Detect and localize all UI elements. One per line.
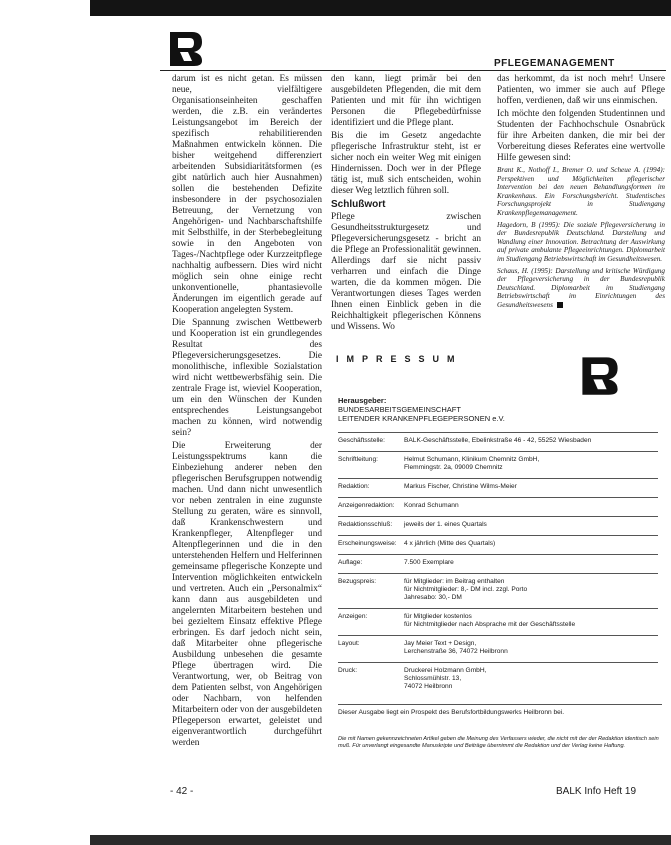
impressum-publisher — [338, 396, 505, 423]
issue-label: BALK Info Heft 19 — [556, 786, 637, 797]
references — [497, 166, 665, 310]
column-1 — [172, 74, 322, 751]
paragraph: den kann, liegt primär bei den ausgebildeten Pflegenden, die mit dem Patienten und mit für ihn wichtigen Personen die Pflegebedürfnisse identifiziert und die Pflege plant. — [331, 74, 481, 128]
impressum-row: Geschäftsstelle: BALK-Geschäftsstelle, Ebelinkstraße 46 - 42, 55252 Wiesbaden — [338, 432, 658, 451]
paragraph: darum ist es nicht getan. Es müssen neue, vielfältigere Organisationseinheiten geschaffen werden, die z.B. ein verändertes Leistungsangebot im Bereich der spezifisch rehabilitierenden Maßnahmen entwickeln können. Die bisher weitgehend differenziert arbeitenden Subsidiaritätsformen (es gibt natürlich auch hier Ausnahmen) sollen die bestehenden Defizite insbesondere in der psychosozialen Betreuung, der Vernetzung von Angehörigen- und Nachbarschaftshilfe mit Selbsthilfe, in der Sterbebegleitung sowie in den Angeboten von Tages-/Nachtpflege oder Kurzzeitpflege nachhaltig aufbessern. Dies wird nicht möglich sein ohne einige recht unkonventionelle, phantasievolle Änderungen im eigentlich gerade auf Kooperation angelegten System. — [172, 74, 322, 315]
scan-top-edge — [90, 0, 671, 16]
publisher-label: Herausgeber: — [338, 396, 387, 405]
paragraph: das herkommt, da ist noch mehr! Unsere Patienten, wo immer sie auch auf Pflege hoffen, verdienen, daß wir uns einmischen. — [497, 74, 665, 106]
column-3 — [497, 74, 665, 313]
publisher-name: BUNDESARBEITSGEMEINSCHAFT — [338, 405, 461, 414]
impressum-row: Schriftleitung: Helmut Schumann, Klinikum Chemnitz GmbH, Flemmingstr. 2a, 09009 Chemnitz — [338, 451, 658, 478]
reference-item: Hagedorn, B (1995): Die soziale Pflegeversicherung in der Bundesrepublik Deutschland. Darstellung und Wandlung einer Innovation. Betrachtung der Auswirkung auf private ambulante Pflegeeinrichtungen. Diplomarbeit im Studiengang Betriebswirtschaft im Gesundheitswesen. — [497, 220, 665, 263]
paragraph: Bis die im Gesetz angedachte pflegerische Infrastruktur steht, ist er sicher noch ein weiter Weg mit einigen Hindernissen. Doch wer in der Pflege tätig ist, muß sich entscheiden, wohin dieser Weg letztlich führen soll. — [331, 131, 481, 196]
end-mark-icon — [557, 302, 563, 308]
reference-item: Schaus, H. (1995): Darstellung und kritische Würdigung der Pflegeversicherung in der Bundesrepublik Deutschland. Diplomarbeit im Studiengang Betriebswirtschaft im Einrichtungen des Gesundheitswesens — [497, 266, 665, 309]
paragraph: Ich möchte den folgenden Studentinnen und Studenten der Fachhochschule Osnabrück für ihre Arbeiten danken, die mir bei der Vorbereitung dieses Referates eine wertvolle Hilfe gewesen sind: — [497, 109, 665, 163]
impressum-row: Redaktion: Markus Fischer, Christine Wilms-Meier — [338, 478, 658, 497]
impressum-table — [338, 432, 658, 697]
publisher-name: LEITENDER KRANKENPFLEGEPERSONEN e.V. — [338, 414, 505, 423]
section-header: PFLEGEMANAGEMENT — [494, 58, 615, 69]
paragraph: Die Erweiterung der Leistungsspektrums kann die Einbeziehung anderer neben den pflegerischen Berufsgruppen notwendig machen. Und dann nicht unwesentlich vor neben zentralen in eine zugunste Stellung zu geraten, wäre es sinnvoll, daß Krankenschwestern und Krankenpfleger, Altenpfleger und Altenpflegerinnen und die in den unterstehenden Helfern und Helferinnen gemeinsame pflegerische Konzepte und Intervention möglichkeiten entwickeln und vertreten. Auch ein „Personalmix“ kann dann aus ausgebildeten und angelernten Mitarbeitern bestehen und bei gezieltem Einsatz effektive Pflege erbringen. Es darf jedoch nicht sein, daß Mitarbeiter ohne pflegerische Ausbildung unbesehen die gesamte Pflege übertragen wird. Die Verantwortung, wer, ob Beitrag von dem Patienten selbst, von Angehörigen oder Nachbarn, von helfenden Mitarbeitern oder von der ausgebildeten Pflegeperson erwartet, geleistet und eigenverantwortlich durchgeführt werden — [172, 441, 322, 748]
balk-logo-icon — [578, 352, 622, 398]
disclaimer: Die mit Namen gekennzeichneten Artikel geben die Meinung des Verfassers wieder, die nicht mit der der Redaktion identisch sein muß. Für unverlangt eingesandte Manuskripte und Beiträge übernimmt die Redaktion und der Verlag keine Haftung. — [338, 736, 659, 749]
impressum-row: Erscheinungsweise: 4 x jährlich (Mitte des Quartals) — [338, 535, 658, 554]
impressum-title: IMPRESSUM — [336, 354, 463, 364]
impressum-row: Redaktionsschluß: jeweils der 1. eines Quartals — [338, 516, 658, 535]
header-rule — [160, 70, 666, 71]
section-heading: Schlußwort — [331, 199, 386, 210]
paragraph: Pflege zwischen Gesundheitsstrukturgesetz und Pflegeversicherungsgesetz - bricht an die Pflege an Professionalität gewinnen. Allerdings darf sie nicht passiv verharren und einfach die Dinge warten, die da kommen mögen. Die Verantwortungen dieses Tages werden Ihnen einen Einblick geben in die Reichhaltigkeit pflegerischen Könnens und Wissens. Wo — [331, 212, 481, 332]
impressum-row: Anzeigen: für Mitglieder kostenlos für Nichtmitglieder nach Absprache mit der Geschäftsstelle — [338, 608, 658, 635]
impressum-row: Anzeigenredaktion: Konrad Schumann — [338, 497, 658, 516]
insert-note: Dieser Ausgabe liegt ein Prospekt des Berufsfortbildungswerks Heilbronn bei. — [338, 704, 662, 717]
balk-logo-icon — [166, 28, 206, 68]
impressum-row: Auflage: 7.500 Exemplare — [338, 554, 658, 573]
scan-bottom-edge — [90, 835, 671, 845]
impressum-row: Layout: Jay Meier Text + Design, Lerchenstraße 36, 74072 Heilbronn — [338, 635, 658, 662]
page-number: - 42 - — [170, 786, 194, 797]
paragraph: Die Spannung zwischen Wettbewerb und Kooperation ist ein grundlegendes Resultat des Pflegeversicherungsgesetzes. Die monolithische, inflexible Sozialstation wird nicht wettbewerbsfähig sein. Die zentrale Frage ist, wieviel Kooperation, um ein den Wünschen der Kunden entsprechendes Leistungsangebot machen zu können, wird notwendig sein? — [172, 318, 322, 438]
reference-item: Brant K., Nothoff I., Bremer O. und Scheue A. (1994): Perspektiven und Möglichkeiten pflegerischer Intervention bei den neuen Behandlungsformen im Krankenhaus. Ein Forschungsbericht. Studentisches Forschungsprojekt in Studiengang Krankenpflegemanagement. — [497, 166, 665, 217]
impressum-row: Druck: Druckerei Holzmann GmbH, Schlossmühlstr. 13, 74072 Heilbronn — [338, 662, 658, 697]
column-2 — [331, 74, 481, 335]
impressum-row: Bezugspreis: für Mitglieder: im Beitrag enthalten für Nichtmitglieder: 8,- DM incl. zzgl. Porto Jahresabo: 30,- DM — [338, 573, 658, 608]
